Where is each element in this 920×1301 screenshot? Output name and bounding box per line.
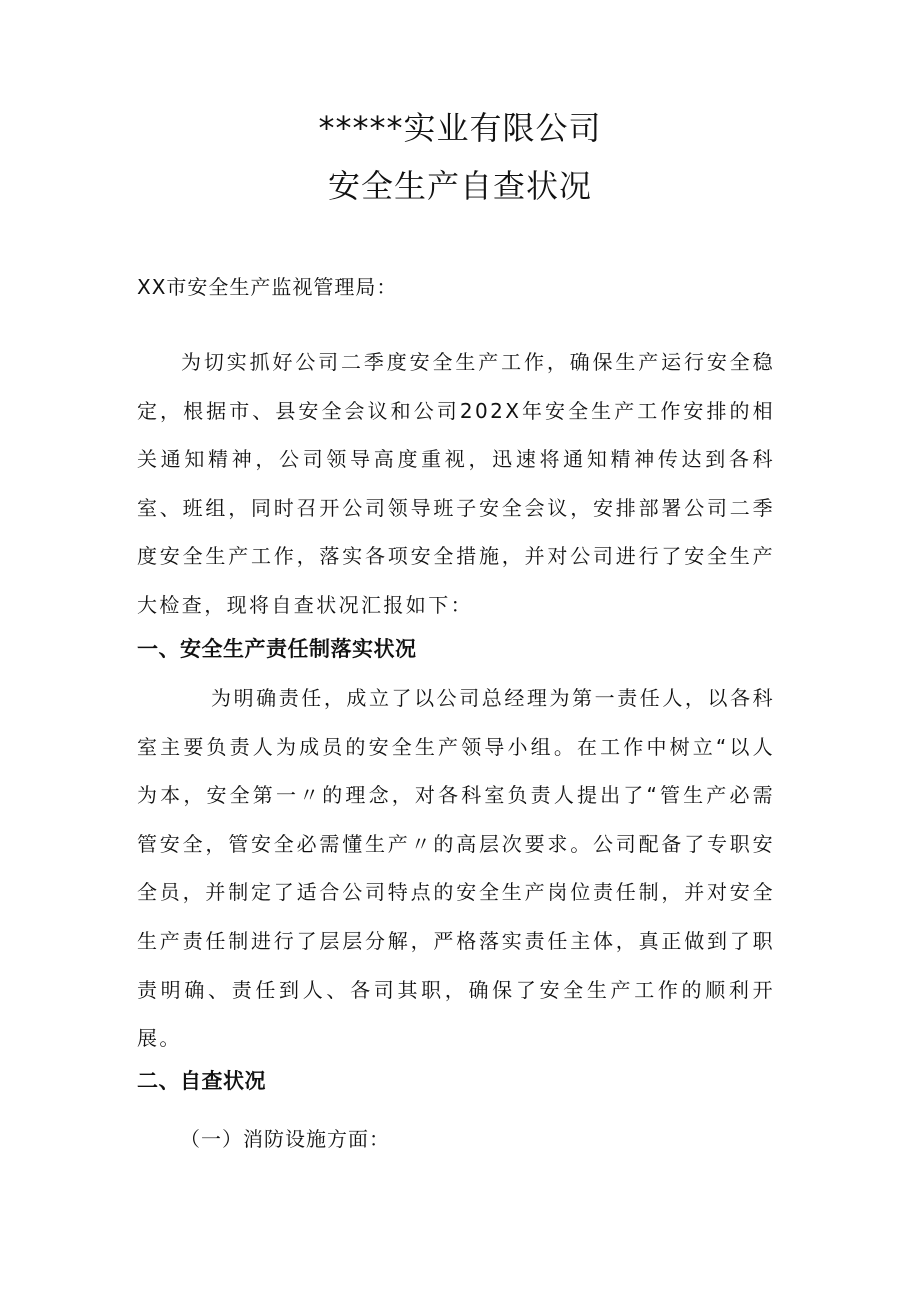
section-heading-responsibility: 一、安全生产责任制落实状况 [137,637,417,661]
section-heading-self-inspection: 二、自查状况 [137,1069,266,1093]
responsibility-paragraph: 为明确责任，成立了以公司总经理为第一责任人，以各科室主要负责人为成员的安全生产领导小组。在工作中树立“以人为本，安全第一〃的理念，对各科室负责人提出了“管生产必需管安全，管安全必需懂生产〃的高层次要求。公司配备了专职安全员，并制定了适合公司特点的安全生产岗位责任制，并对安全生产责任制进行了层层分解，严格落实责任主体，真正做到了职责明确、责任到人、各司其职，确保了安全生产工作的顺利开展。 [137,686,775,1051]
intro-paragraph: 为切实抓好公司二季度安全生产工作，确保生产运行安全稳定，根据市、县安全会议和公司202X年安全生产工作安排的相关通知精神，公司领导高度重视，迅速将通知精神传达到各科室、班组，同时召开公司领导班子安全会议，安排部署公司二季度安全生产工作，落实各项安全措施，并对公司进行了安全生产大检查，现将自查状况汇报如下： [137,350,775,617]
subsection-heading-fire-facilities: （一）消防设施方面： [180,1127,390,1151]
salutation: XX市安全生产监视管理局： [137,275,398,299]
document-title-subject: 安全生产自查状况 [327,167,592,205]
document-title-company: *****实业有限公司 [318,109,602,147]
